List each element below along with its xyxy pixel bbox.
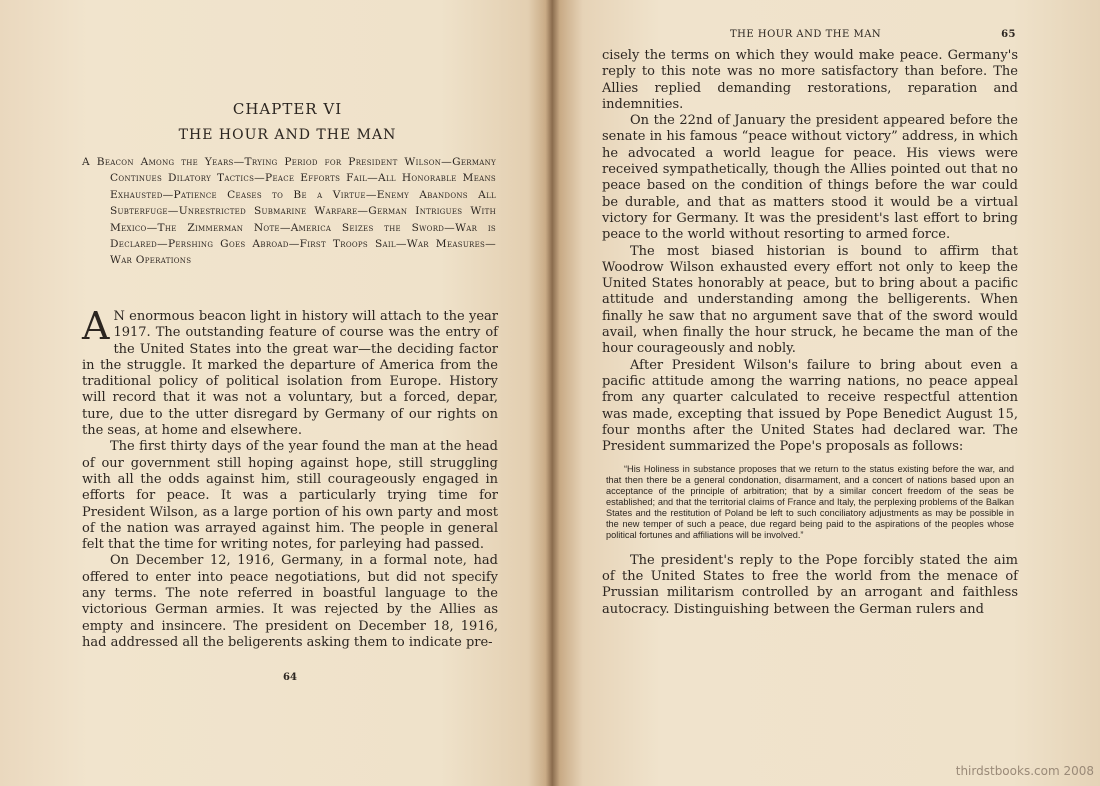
paragraph-text: N enormous beacon light in history will attach to the year 1917. The outstanding feature of course was the entry of the United States into the great war—the deciding factor in the struggle. It marked the departure of America from the traditional policy of political isolation from Europe. History will record that it was not a voluntary, but a forced, depar, ture, due to the utter disregard by Germany of our rights on the seas, at home and elsewhere. <box>82 309 498 439</box>
page-number: 65 <box>1001 29 1016 40</box>
paragraph: On December 12, 1916, Germany, in a formal note, had offered to enter into peace negotiations, but did not specify any terms. The note referred in boastful language to the victorious German armies. It was rejected by the Allies as empty and insincere. The president on December 18, 1916, had addressed all the beligerents asking them to indicate pre- <box>82 553 498 650</box>
chapter-number: CHAPTER VI <box>232 100 343 118</box>
opening-paragraph <box>82 304 498 439</box>
paragraph: The first thirty days of the year found the man at the head of our government still hoping against hope, still struggling with all the odds against him, still courageously engaged in efforts for peace. It was a particularly trying time for President Wilson, as a large portion of his own party and most of the nation was arrayed against him. The people in general felt that the time for writing notes, for parleying had passed. <box>82 439 498 553</box>
running-head-title: THE HOUR AND THE MAN <box>730 29 882 40</box>
block-quote: “His Holiness in substance proposes that we return to the status existing before the war, and that then there be a general condonation, disarmament, and a concert of nations based upon an acceptance of the principle of arbitration; that by a similar concert freedom of the seas be established; and that the territorial claims of France and Italy, the perplexing problems of the Balkan States and the restitution of Poland be left to such conciliatory adjustments as may be possible in the new temper of such a peace, due regard being paid to the aspirations of the peoples whose political fortunes and affiliations will be involved.” <box>606 464 1014 540</box>
right-body-text <box>602 48 1018 618</box>
paragraph: cisely the terms on which they would make peace. Germany's reply to this note was no more satisfactory than before. The Allies replied demanding restorations, reparation and indemnities. <box>602 48 1018 112</box>
paragraph: The most biased historian is bound to affirm that Woodrow Wilson exhausted every effort not only to keep the United States honorably at peace, but to bring about a pacific attitude and understanding among the belligerents. When finally he saw that no argument save that of the sword would avail, when finally the hour struck, he became the man of the hour courageously and nobly. <box>602 243 1018 357</box>
synopsis-text: A Beacon Among the Years—Trying Period for President Wilson—Germany Continues Dilatory Tactics—Peace Efforts Fail—All Honorable Means Exhausted—Patience Ceases to Be a Virtue—Enemy Abandons All Subterfuge—Unrestricted Submarine Warfare—German Intrigues With Mexico—The Zimmerman Note—America Seizes the Sword—War is Declared—Pershing Goes Abroad—First Troops Sail—War Measures—War Operations <box>82 156 496 267</box>
paragraph: After President Wilson's failure to bring about even a pacific attitude among the warring nations, no peace appeal from any quarter calculated to receive respectful attention was made, excepting that issued by Pope Benedict August 15, four months after the United States had declared war. The President summarized the Pope's proposals as follows: <box>602 357 1018 455</box>
drop-cap: A <box>82 304 110 348</box>
chapter-title: THE HOUR AND THE MAN <box>178 127 397 143</box>
paragraph: On the 22nd of January the president appeared before the senate in his famous “peace without victory” address, in which he advocated a world league for peace. His views were received sympathetically, though the Allies pointed out that no peace based on the condition of things before the war could be durable, and that as matters stood it would be a virtual victory for Germany. It was the president's last effort to bring peace to the world without resorting to armed force. <box>602 113 1018 243</box>
paragraph: The president's reply to the Pope forcibly stated the aim of the United States to free the world from the menace of Prussian militarism controlled by an arrogant and faithless autocracy. Distinguishing between the German rulers and <box>602 552 1018 617</box>
chapter-synopsis <box>82 154 496 269</box>
left-body-text <box>82 304 498 651</box>
watermark: thirdstbooks.com 2008 <box>955 764 1094 778</box>
page-number: 64 <box>283 672 297 683</box>
